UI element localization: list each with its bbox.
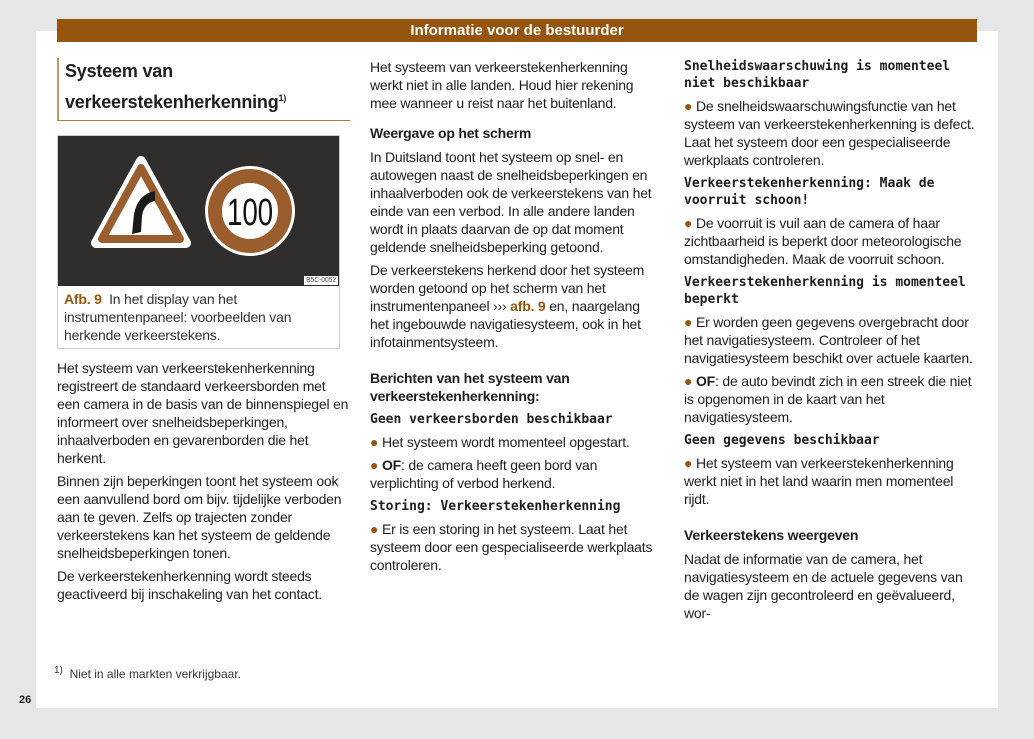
bullet-icon: ● xyxy=(684,373,693,389)
subheading: Verkeerstekens weergeven xyxy=(684,527,859,543)
bullet-icon: ● xyxy=(684,455,693,471)
bullet-item xyxy=(684,454,977,508)
column-1 xyxy=(57,58,350,608)
bullet-icon: ● xyxy=(370,521,379,537)
section-header: Informatie voor de bestuurder xyxy=(57,19,977,42)
bullet-icon: ● xyxy=(370,457,379,473)
bullet-item xyxy=(684,214,977,268)
bullet-icon: ● xyxy=(684,98,693,114)
figure-link[interactable]: afb. 9 xyxy=(510,298,546,314)
paragraph: De verkeerstekenherkenning wordt steeds geactiveerd bij inschakeling van het contact. xyxy=(57,568,322,602)
figure-code: B5C-0052 xyxy=(306,277,336,284)
text: Er is een storing in het systeem. Laat het systeem door een gespecialiseerde werkplaats controleren. xyxy=(370,521,653,573)
column-3 xyxy=(684,58,977,627)
bullet-item xyxy=(370,520,662,574)
footnote xyxy=(54,665,241,681)
footnote-text: Niet in alle markten verkrijgbaar. xyxy=(69,667,241,681)
message-title: Verkeerstekenherkenning: Maak de voorruit schoon! xyxy=(684,176,935,208)
figure xyxy=(57,135,340,349)
title-text: Systeem van verkeerstekenherkenning xyxy=(65,61,279,112)
text: Het systeem van verkeerstekenherkenning werkt niet in het land waarin men momenteel rijdt. xyxy=(684,455,954,507)
bullet-item xyxy=(684,372,977,426)
message-title: Geen gegevens beschikbaar xyxy=(684,433,880,448)
svg-text:100: 100 xyxy=(227,192,273,234)
or-label: OF xyxy=(381,457,402,473)
or-label: OF xyxy=(695,373,716,389)
bullet-item xyxy=(684,97,977,169)
paragraph: Het systeem van verkeerstekenherkenning registreert de standaard verkeersborden met een camera in de basis van de binnenspiegel en informeert over snelheidsbeperkingen, inhaalverboden en gevarenborden die het herkent. xyxy=(57,360,349,466)
bullet-icon: ● xyxy=(684,314,693,330)
bullet-item xyxy=(370,456,662,492)
traffic-signs-illustration xyxy=(58,136,339,286)
curve-warning-sign-icon xyxy=(96,161,186,243)
bullet-icon: ● xyxy=(370,434,379,450)
text: De snelheidswaarschuwingsfunctie van het systeem van verkeerstekenherkenning is defect. Laat het systeem door een gespecialiseerde werkplaats controleren. xyxy=(684,98,975,168)
text: Het systeem wordt momenteel opgestart. xyxy=(381,434,630,450)
text: en, naargelang het ingebouwde navigatiesysteem, ook in het infotainmentsysteem. xyxy=(370,298,641,350)
text: : de auto bevindt zich in een streek die niet is opgenomen in de kaart van het navigatiesysteem. xyxy=(684,373,972,425)
column-2 xyxy=(370,58,662,579)
text: De voorruit is vuil aan de camera of haar zichtbaarheid is beperkt door meteorologische omstandigheden. Maak de voorruit schoon. xyxy=(684,215,962,267)
page-number: 26 xyxy=(19,694,32,706)
bullet-item xyxy=(684,313,977,367)
footnote-mark: 1) xyxy=(54,665,63,676)
message-title: Storing: Verkeerstekenherkenning xyxy=(370,499,621,514)
paragraph: In Duitsland toont het systeem op snel- en autowegen naast de snelheidsbeperkingen en inhaalverboden ook de verkeerstekens van het einde van een verbod. In alle andere landen wordt in plaats daarvan de op dat moment geldende snelheidsbeperking getoond. xyxy=(370,149,652,255)
message-title: Verkeerstekenherkenning is momenteel beperkt xyxy=(684,275,966,307)
figure-caption xyxy=(58,286,339,348)
page-title xyxy=(57,58,350,121)
bullet-item xyxy=(370,433,662,451)
paragraph xyxy=(370,261,662,351)
figure-label: Afb. 9 xyxy=(64,291,102,307)
caption-text: In het display van het instrumentenpaneel: voorbeelden van herkende verkeerstekens. xyxy=(64,291,292,343)
paragraph: Nadat de informatie van de camera, het navigatiesysteem en de actuele gegevens van de wagen zijn gecontroleerd en geëvalueerd, wor- xyxy=(684,551,963,621)
bullet-icon: ● xyxy=(684,215,693,231)
message-title: Geen verkeersborden beschikbaar xyxy=(370,412,613,427)
subheading: Weergave op het scherm xyxy=(370,125,532,141)
paragraph: Binnen zijn beperkingen toont het systeem ook een aanvullend bord om bijv. tijdelijke verboden aan te geven. Zelfs op trajecten zonder verkeerstekens kan het systeem de geldende snelheidsbeperkingen tonen. xyxy=(57,473,342,561)
paragraph: Het systeem van verkeerstekenherkenning werkt niet in alle landen. Houd hier rekening mee wanneer u reist naar het buitenland. xyxy=(370,59,634,111)
footnote-ref: 1) xyxy=(278,93,287,103)
subheading: Berichten van het systeem van verkeerstekenherkenning: xyxy=(370,370,570,404)
figure-image xyxy=(58,136,339,286)
message-title: Snelheidswaarschuwing is momenteel niet beschikbaar xyxy=(684,59,951,91)
text: Er worden geen gegevens overgebracht door het navigatiesysteem. Controleer of het navigatiesysteem beschikt over actuele kaarten. xyxy=(684,314,973,366)
text: : de camera heeft geen bord van verplichting of verbod herkend. xyxy=(370,457,598,491)
speed-limit-sign-icon xyxy=(205,166,295,256)
text: De verkeerstekens herkend door het systeem worden getoond op het scherm van het instrumentenpaneel ››› xyxy=(370,262,645,314)
